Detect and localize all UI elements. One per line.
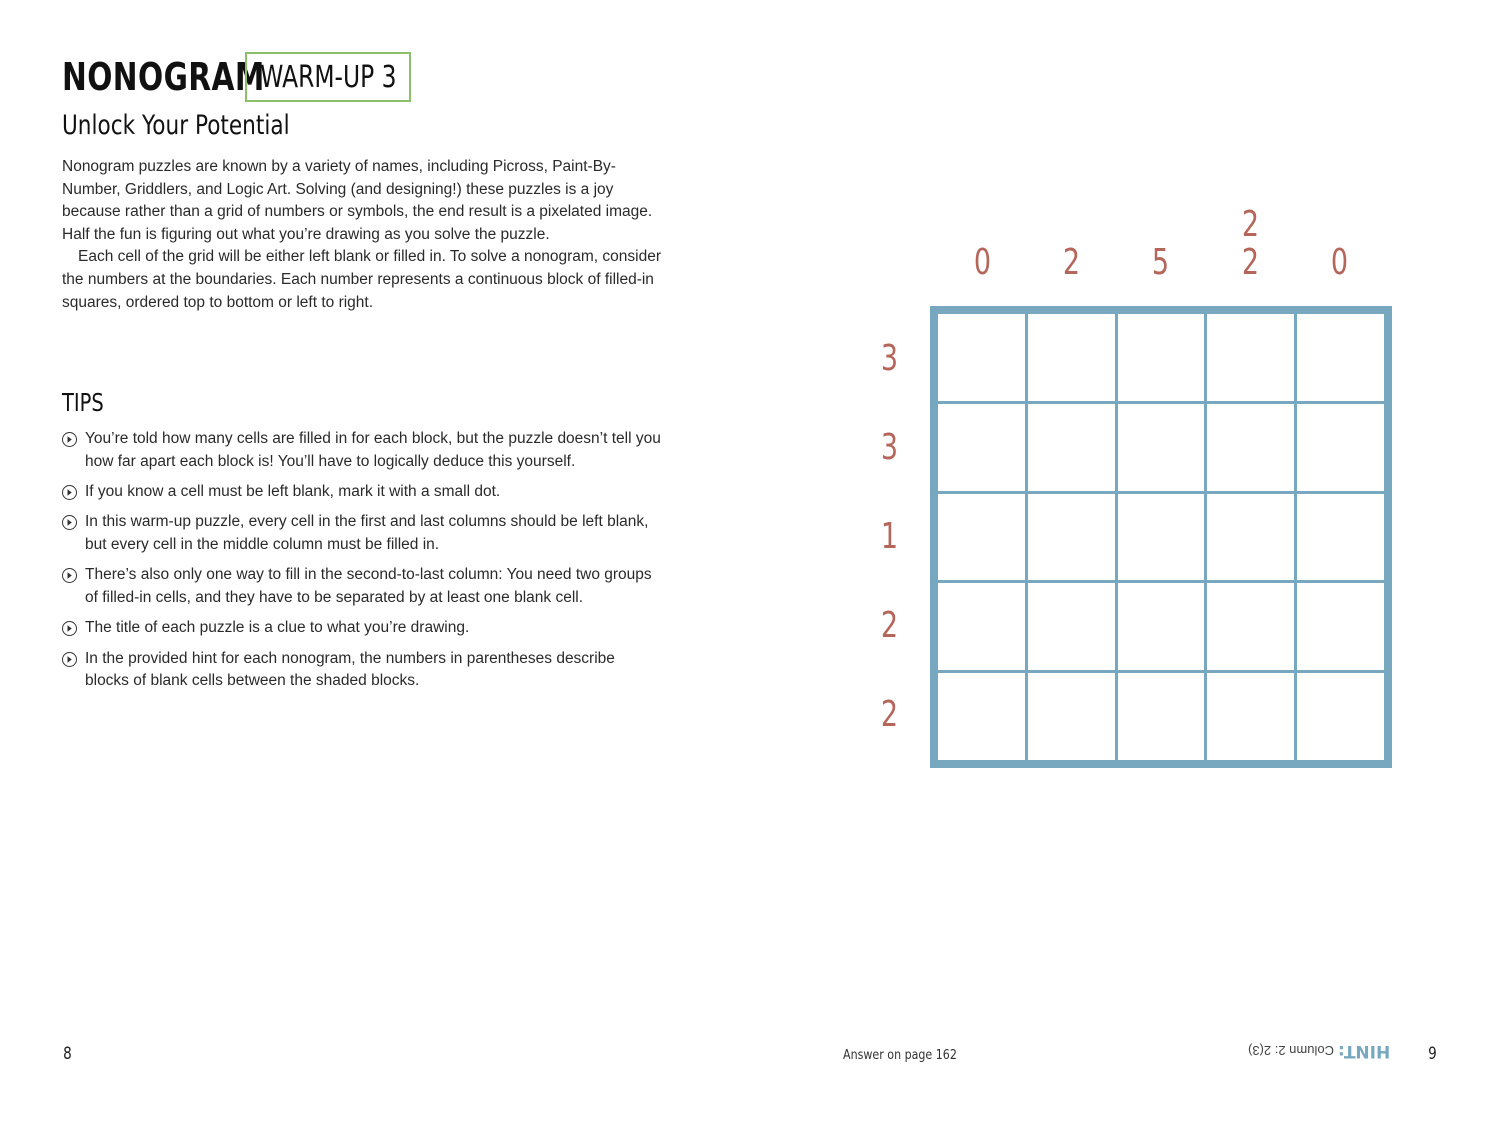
row-clue [869, 582, 909, 671]
clue-number: 2 [1063, 242, 1081, 283]
clue-number: 2 [880, 694, 898, 736]
warmup-badge [245, 52, 411, 102]
chevron-right-icon [62, 432, 77, 447]
grid-cell[interactable] [1118, 494, 1205, 581]
grid-cell[interactable] [1207, 314, 1294, 401]
grid-cell[interactable] [1297, 314, 1384, 401]
nonogram-grid [930, 306, 1392, 768]
page-subtitle: Unlock Your Potential [62, 110, 290, 141]
tip-text: In the provided hint for each nonogram, the numbers in parentheses describe blocks of blank cells between the shaded blocks. [85, 649, 615, 690]
tip-text: There’s also only one way to fill in the second-to-last column: You need two groups of filled-in cells, and they have to be separated by at least one blank cell. [85, 566, 652, 606]
column-clue [1295, 192, 1384, 282]
tip-text: The title of each puzzle is a clue to what you’re drawing. [85, 619, 470, 637]
grid-cell[interactable] [1028, 494, 1115, 581]
clue-number: 2 [1241, 242, 1259, 283]
row-clue [869, 314, 909, 403]
intro-paragraph: Each cell of the grid will be either left blank or filled in. To solve a nonogram, consider the numbers at the boundaries. Each number represents a continuous block of filled-in squares, ordered top to bottom or left to right. [62, 248, 661, 311]
page-title: NONOGRAM [62, 55, 265, 99]
grid-cell[interactable] [1207, 583, 1294, 670]
clue-number: 3 [880, 426, 898, 468]
clue-number: 2 [1241, 204, 1259, 245]
grid-cell[interactable] [938, 494, 1025, 581]
row-clue [869, 492, 909, 581]
right-page-number: 9 [1428, 1044, 1437, 1064]
grid-cell[interactable] [1207, 673, 1294, 760]
row-clue [869, 671, 909, 760]
grid-cell[interactable] [938, 314, 1025, 401]
tip-item [62, 511, 662, 556]
tip-text: You’re told how many cells are filled in for each block, but the puzzle doesn’t tell you how far apart each block is! You’ll have to logically deduce this yourself. [85, 430, 661, 470]
grid-cell[interactable] [938, 583, 1025, 670]
hint-label: HINT: [1337, 1041, 1391, 1061]
clue-number: 0 [1330, 242, 1348, 283]
intro-text [62, 156, 662, 314]
chevron-right-icon [62, 652, 77, 667]
tip-text: In this warm-up puzzle, every cell in the first and last columns should be left blank, but every cell in the middle column must be filled in. [85, 513, 649, 553]
grid-cell[interactable] [1028, 404, 1115, 491]
grid-cell[interactable] [938, 404, 1025, 491]
column-clue [1116, 192, 1205, 282]
grid-cell[interactable] [1118, 673, 1205, 760]
hint-text: Column 2: 2(3) [1248, 1043, 1334, 1058]
chevron-right-icon [62, 485, 77, 500]
grid-cell[interactable] [1207, 404, 1294, 491]
grid-cell[interactable] [1118, 404, 1205, 491]
tips-heading: TIPS [62, 388, 104, 417]
grid-cell[interactable] [1297, 494, 1384, 581]
column-clue [1027, 192, 1116, 282]
grid-cell[interactable] [1297, 673, 1384, 760]
tip-item [62, 648, 662, 693]
chevron-right-icon [62, 621, 77, 636]
grid-cell[interactable] [938, 673, 1025, 760]
tip-item [62, 617, 662, 640]
row-clue [869, 403, 909, 492]
clue-number: 5 [1152, 242, 1170, 283]
grid-cell[interactable] [1297, 404, 1384, 491]
left-page-number: 8 [63, 1044, 72, 1064]
clue-number: 3 [880, 337, 898, 379]
grid-cell[interactable] [1207, 494, 1294, 581]
intro-paragraph: Nonogram puzzles are known by a variety of names, including Picross, Paint-By-Number, Griddlers, and Logic Art. Solving (and designing!) these puzzles is a joy because rather than a grid of numbers or symbols, the end result is a pixelated image. Half the fun is figuring out what you’re drawing as you solve the puzzle. [62, 158, 653, 243]
grid-cell[interactable] [1028, 314, 1115, 401]
grid-cell[interactable] [1118, 583, 1205, 670]
answer-note: Answer on page 162 [843, 1047, 957, 1063]
chevron-right-icon [62, 515, 77, 530]
clue-number: 0 [973, 242, 992, 283]
warmup-badge-label: WARM-UP 3 [259, 59, 397, 95]
clue-number: 1 [880, 515, 898, 557]
grid-cell[interactable] [1028, 583, 1115, 670]
tip-item [62, 564, 662, 609]
tip-item [62, 428, 662, 473]
tip-text: If you know a cell must be left blank, mark it with a small dot. [85, 482, 501, 500]
hint [1248, 1041, 1390, 1061]
grid-cell[interactable] [1297, 583, 1384, 670]
column-clue [938, 192, 1027, 282]
clue-number: 2 [880, 605, 898, 647]
grid-cell[interactable] [1118, 314, 1205, 401]
chevron-right-icon [62, 568, 77, 583]
tip-item [62, 481, 662, 504]
grid-cell[interactable] [1028, 673, 1115, 760]
column-clue [1206, 192, 1295, 282]
tips-list [62, 428, 662, 701]
title-row [62, 52, 397, 102]
